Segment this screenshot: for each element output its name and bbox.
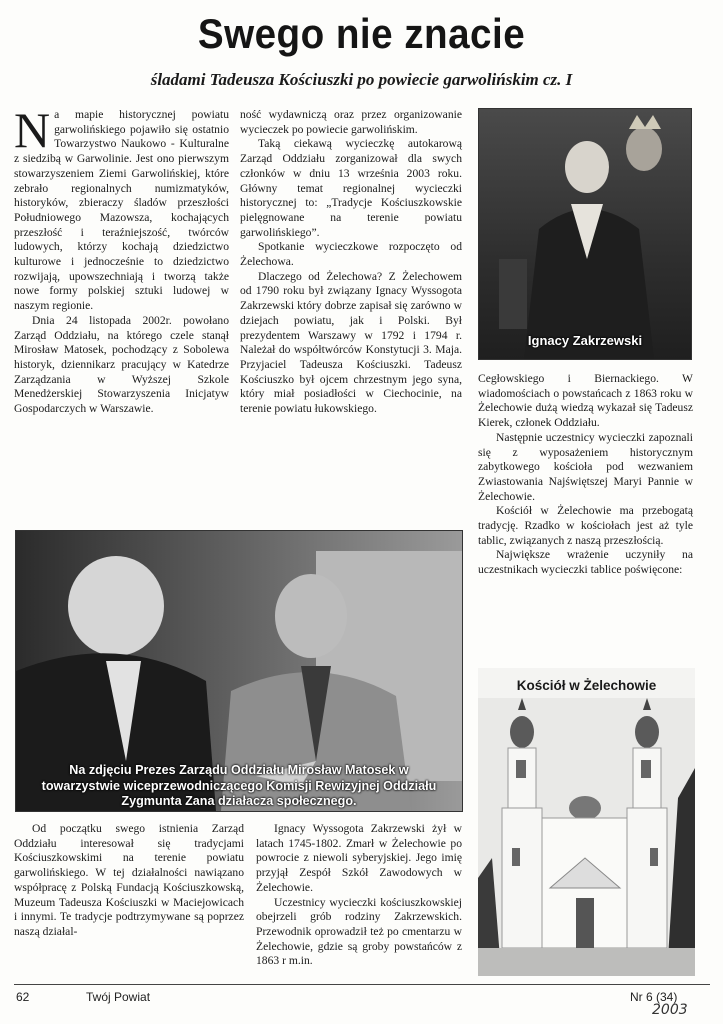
magazine-name: Twój Powiat — [86, 990, 151, 1004]
issue-number: Nr 6 (34) — [630, 990, 678, 1004]
paragraph: Uczestnicy wycieczki kościuszkowskiej obejrzeli grób rodziny Zakrzewskich. Przewodnik oprowadził też po cmentarzu w Żelechowie, gdzie są groby powstańców z 1863 r m.in. — [256, 895, 462, 968]
paragraph: Cegłowskiego i Biernackiego. W wiadomościach o powstańcach z 1863 roku w Żelechowie dużą wiedzą wykazał się Tadeusz Kierek, członek Oddziału. — [478, 372, 693, 430]
church-caption: Kościół w Żelechowie — [516, 678, 657, 693]
column-2-top — [240, 108, 462, 417]
column-1-top — [14, 102, 229, 417]
paragraph: Ignacy Wyssogota Zakrzewski żył w latach 1745-1802. Zmarł w Żelechowie po powrocie z niewoli syberyjskiej. Jego imię przyjął Zespół Szkół Zawodowych w Żelechowie. — [256, 822, 462, 894]
column-1-bottom — [14, 822, 244, 940]
portrait-caption: Ignacy Zakrzewski — [527, 333, 643, 348]
column-2-bottom — [256, 822, 462, 969]
article-title: Swego nie znacie — [197, 10, 526, 57]
paragraph: ność wydawniczą oraz przez organizowanie wycieczek po powiecie garwolińskim. — [240, 108, 462, 136]
paragraph: Największe wrażenie uczyniły na uczestnikach wycieczki tablice poświęcone: — [478, 548, 693, 577]
paragraph: Od początku swego istnienia Zarząd Oddziału interesował się tradycjami Kościuszkowskimi na terenie powiatu garwolińskiego. W tej działalności nawiązano współpracę z Polską Fundacją Kościuszkowską, Muzeum Tadeusza Kościuszki w Maciejowicach i innymi. Te tradycje podtrzymywane są poprzez naszą działal- — [14, 822, 244, 938]
handwritten-year: 2003 — [652, 1002, 688, 1018]
paragraph: Taką ciekawą wycieczkę autokarową Zarząd Oddziału zorganizował dla swych członków w dniu 13 września 2003 roku. Główny temat regionalnej wycieczki historycznej to: „Tradycje Kościuszkowskie pielęgnowane na terenie powiatu garwolińskiego”. — [240, 137, 462, 239]
church-photo — [478, 668, 695, 976]
portrait-figure — [479, 109, 691, 359]
paragraph: Następnie uczestnicy wycieczki zapoznali się z wyposażeniem historycznym zabytkowego kościoła pod wezwaniem Zwiastowania Najświętszej Maryi Pannie w Żelechowie. — [478, 430, 693, 503]
column-3 — [478, 372, 693, 578]
page-number: 62 — [16, 990, 30, 1004]
paragraph: Dnia 24 listopada 2002r. powołano Zarząd Oddziału, na którego czele stanął Mirosław Matosek, pochodzący z Sobolewa historyk, dziennikarz pracujący w Katedrze Zarządzania w Wyższej Szkole Menedżerskiej Stowarzyszenia Inicjatyw Gospodarczych w Warszawie. — [14, 313, 229, 416]
group-photo — [15, 530, 463, 812]
paragraph: Spotkanie wycieczkowe rozpoczęto od Żelechowa. — [240, 240, 462, 269]
group-photo-caption: Na zdjęciu Prezes Zarządu Oddziału Mirosław Matosek w towarzystwie wiceprzewodniczącego Komisji Rewizyjnej Oddziału Zygmunta Zana działacza społecznego. — [41, 763, 437, 808]
portrait-photo — [478, 108, 692, 360]
drop-cap: N — [14, 102, 51, 158]
paragraph: Dlaczego od Żelechowa? Z Żelechowem od 1790 roku był związany Ignacy Wyssogota Zakrzewski który dobrze zapisał się zarówno w dziejach powiatu, jak i Polski. Był prezydentem Warszawy w 1792 i 1794 r. Należał do współtwórców Konstytucji 3. Maja. Przyjaciel Tadeusza Kościuszki. Tadeusz Kościuszko był ojcem chrzestnym jego syna, który miał posiadłości w Ciechocinie, na terenie powiatu łukowskiego. — [240, 269, 462, 416]
footer-rule — [14, 984, 710, 985]
church-drawing — [478, 698, 695, 976]
article-subtitle: śladami Tadeusza Kościuszki po powiecie garwolińskim cz. I — [150, 70, 573, 89]
paragraph: Kościół w Żelechowie ma przebogatą tradycję. Rzadko w kościołach jest aż tyle tablic, związanych z naszą przeszłością. — [478, 504, 693, 547]
paragraph: Na mapie historycznej powiatu garwolińskiego pojawiło się ostatnio Towarzystwo Naukowo - Kulturalne z siedzibą w Garwolinie. Jest ono pierwszym stowarzyszeniem Ziemi Garwolińskiej, które zebrało regionalnych numizmatyków, historyków, zbieraczy śladów przeszłości Południowego Mazowsza, kochających przeszłość i teraźniejszość, twórców ludowych, którzy kochają dziedzictwo kulturowe i jednocześnie to dziedzictwo rozwijają, upowszechniają i tworzą także nowe formy polskiej sztuki ludowej w naszym regionie. — [14, 102, 229, 313]
